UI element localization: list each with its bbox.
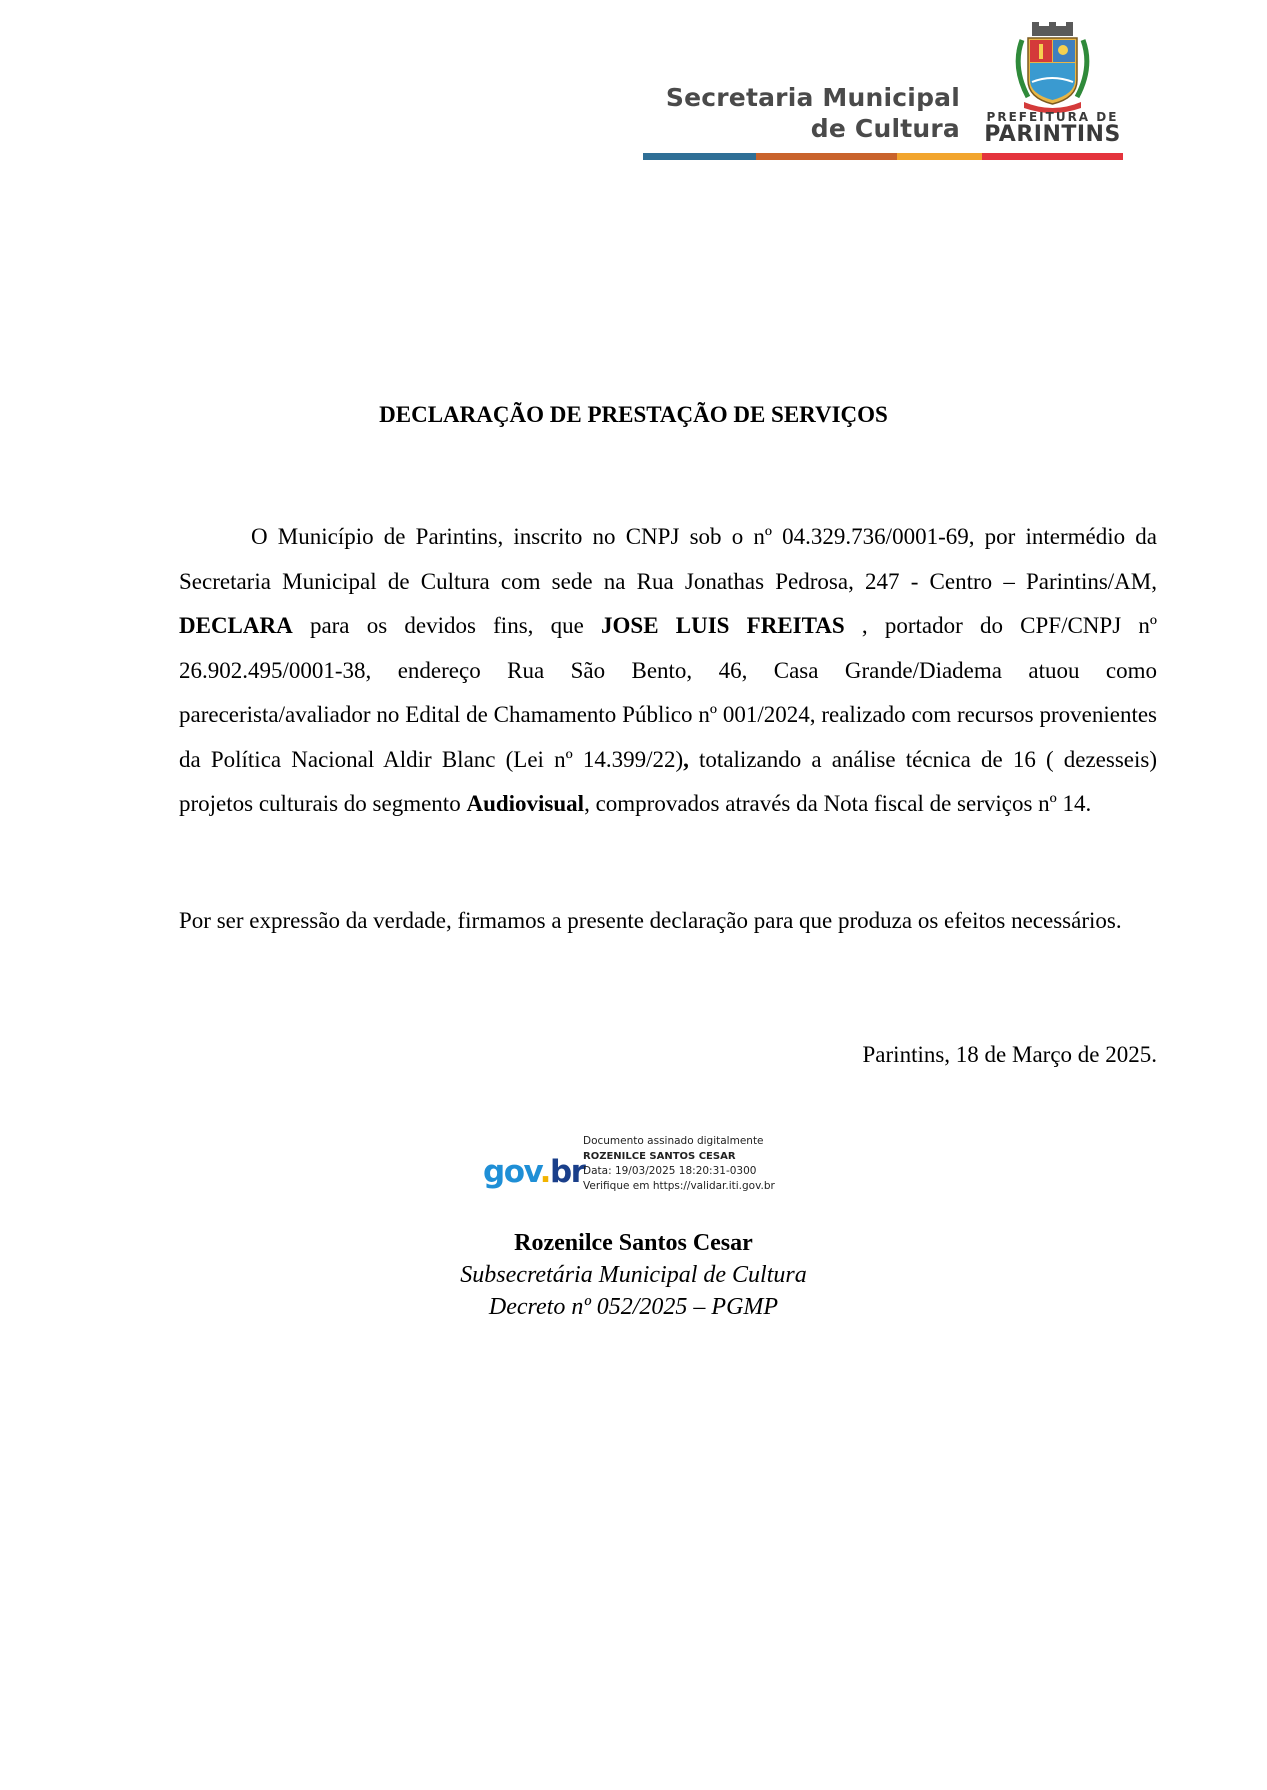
declara-keyword: DECLARA [179, 613, 293, 638]
govbr-logo-br: br [549, 1154, 585, 1190]
stamp-verify: Verifique em https://validar.iti.gov.br [583, 1180, 775, 1192]
prefeitura-city: PARINTINS [984, 122, 1121, 147]
secretaria-title [620, 82, 960, 144]
stamp-text [583, 1134, 775, 1194]
color-bar-segment [897, 153, 982, 160]
text-segment: O Município de Parintins, inscrito no CNPJ sob o nº 04.329.736/0001-69, por intermédio da Secretaria Municipal de Cultura com sede na Rua Jonathas Pedrosa, 247 - Centro – Parintins/AM, [179, 524, 1157, 594]
provider-name: JOSE LUIS FREITAS [601, 613, 845, 638]
stamp-date: Data: 19/03/2025 18:20:31-0300 [583, 1165, 757, 1177]
closing-paragraph [179, 906, 1157, 936]
parintins-crest-icon [1010, 22, 1095, 114]
text-segment: , portador do CPF/CNPJ nº 26.902.495/0001-38, endereço Rua São Bento, 46, Casa Grande/Diadema atuou como parecerista/avaliador no Edital de Chamamento Público nº 001/2024, realizado com recursos provenientes da Política Nacional Aldir Blanc (Lei nº 14.399/22) [179, 613, 1158, 772]
color-bar-segment [756, 153, 897, 160]
text-segment: , [683, 746, 689, 772]
color-bar-segment [643, 153, 756, 160]
signatory-role: Subsecretária Municipal de Cultura [460, 1262, 807, 1288]
color-bar [643, 153, 1123, 160]
text-segment: totalizando a análise técnica de 16 ( dezesseis) projetos culturais do segmento [179, 746, 1157, 816]
segment-name: Audiovisual [466, 791, 585, 816]
closing-text: Por ser expressão da verdade, firmamos a presente declaração para que produza os efeitos necessários. [179, 908, 1122, 933]
declaration-paragraph [179, 515, 1157, 827]
document-title: DECLARAÇÃO DE PRESTAÇÃO DE SERVIÇOS [379, 402, 888, 427]
signatory-block [0, 1227, 1267, 1323]
signatory-decree: Decreto nº 052/2025 – PGMP [488, 1294, 779, 1320]
secretaria-line1: Secretaria Municipal [665, 83, 960, 112]
govbr-logo [483, 1154, 584, 1190]
date-line: Parintins, 18 de Março de 2025. [862, 1042, 1157, 1067]
stamp-line: Documento assinado digitalmente [583, 1135, 764, 1147]
declaration-body [179, 515, 1157, 827]
prefeitura-label [975, 110, 1130, 146]
letterhead [0, 0, 1267, 170]
text-segment: , comprovados através da Nota fiscal de serviços nº 14. [584, 791, 1092, 816]
govbr-logo-gov: gov [483, 1154, 540, 1190]
govbr-logo-dot: . [539, 1154, 550, 1190]
color-bar-segment [982, 153, 1123, 160]
digital-signature-stamp [483, 1132, 813, 1206]
text-segment: para os devidos fins, que [292, 613, 602, 638]
stamp-signer: ROZENILCE SANTOS CESAR [583, 1151, 736, 1162]
prefeitura-top: PREFEITURA DE [986, 110, 1119, 124]
secretaria-line2: de Cultura [810, 114, 960, 143]
signatory-name: Rozenilce Santos Cesar [514, 1230, 753, 1256]
